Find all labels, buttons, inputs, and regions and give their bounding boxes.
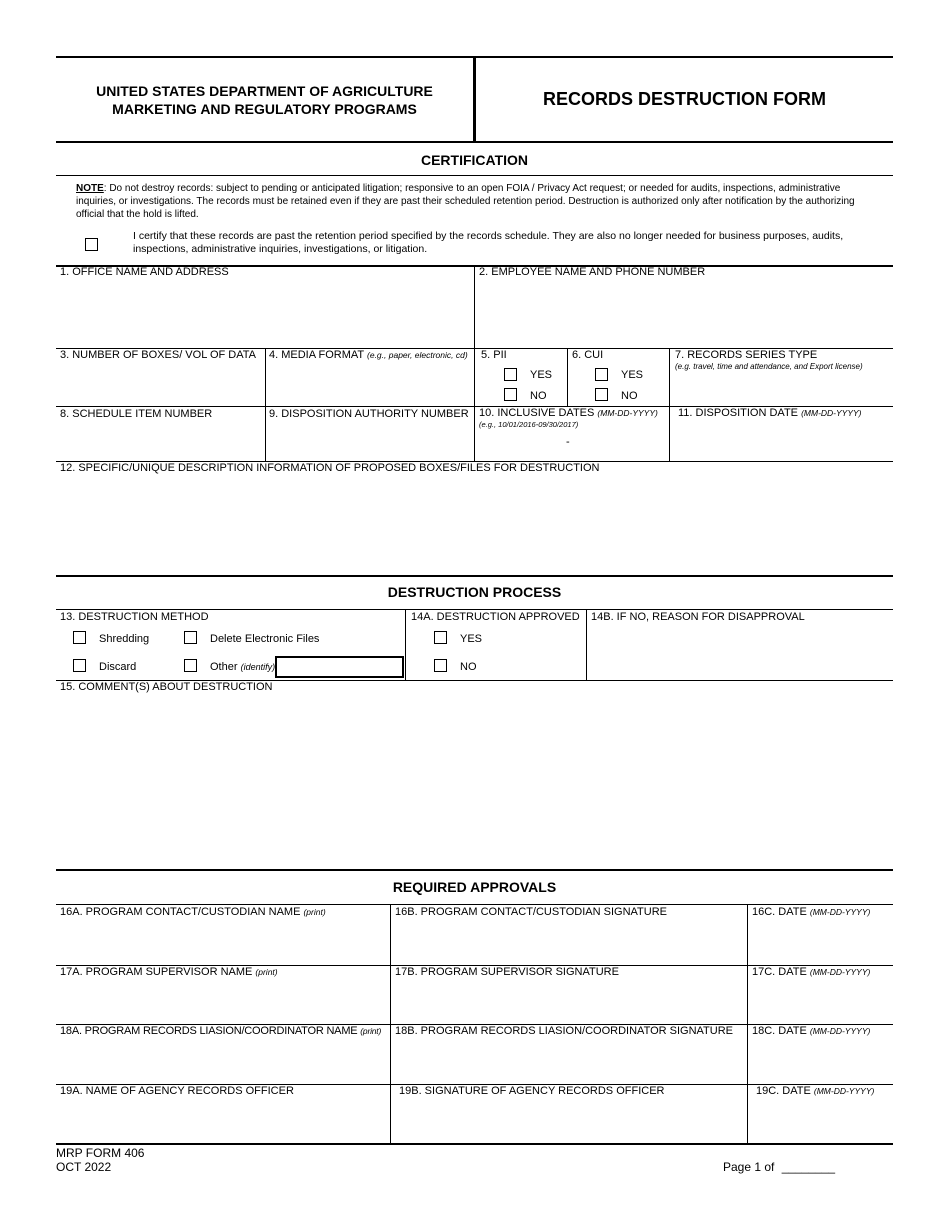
field-15-label: 15. COMMENT(S) ABOUT DESTRUCTION xyxy=(60,681,273,693)
approvals-top-rule xyxy=(56,869,893,871)
field-19c-text: 19C. DATE xyxy=(756,1085,811,1097)
delete-electronic-checkbox[interactable] xyxy=(184,631,197,644)
form-number: MRP FORM 406 xyxy=(56,1146,145,1160)
discard-label: Discard xyxy=(99,661,137,673)
cert-note xyxy=(76,182,876,221)
field-17a-text: 17A. PROGRAM SUPERVISOR NAME xyxy=(60,966,253,978)
cui-no-checkbox[interactable] xyxy=(595,388,608,401)
field-8-label: 8. SCHEDULE ITEM NUMBER xyxy=(60,408,213,420)
field-10-hint: (e.g., 10/01/2016-09/30/2017) xyxy=(479,420,579,429)
pii-no-checkbox[interactable] xyxy=(504,388,517,401)
divider-6-7 xyxy=(669,348,670,461)
certification-title: CERTIFICATION xyxy=(420,152,529,168)
approved-yes-checkbox[interactable] xyxy=(434,631,447,644)
agency-line-1: UNITED STATES DEPARTMENT OF AGRICULTURE xyxy=(96,83,433,99)
field-17a-hint: (print) xyxy=(255,967,278,977)
destruction-top-rule xyxy=(56,575,893,577)
field-17c-format: (MM-DD-YYYY) xyxy=(809,967,871,977)
field-16c-label xyxy=(752,906,870,919)
field-18b-label: 18B. PROGRAM RECORDS LIASION/COORDINATOR SIGNATURE xyxy=(395,1025,733,1037)
note-label: NOTE xyxy=(76,183,104,194)
divider-5-6 xyxy=(567,348,568,406)
field-17c-label xyxy=(752,966,870,979)
pii-no-label: NO xyxy=(530,390,547,402)
divider-1-2 xyxy=(474,266,475,461)
pii-yes-label: YES xyxy=(530,369,553,381)
other-checkbox[interactable] xyxy=(184,659,197,672)
field-4-text: 4. MEDIA FORMAT xyxy=(269,349,364,361)
field-17c-text: 17C. DATE xyxy=(752,966,807,978)
form-date: OCT 2022 xyxy=(56,1160,112,1174)
discard-checkbox[interactable] xyxy=(73,659,86,672)
field-18a-hint: (print) xyxy=(360,1026,382,1036)
page-number xyxy=(723,1160,835,1174)
field-3-label: 3. NUMBER OF BOXES/ VOL OF DATA xyxy=(60,349,256,361)
field-10-format: (MM-DD-YYYY) xyxy=(597,408,658,418)
field-18a-label xyxy=(60,1025,381,1038)
field-19b-label: 19B. SIGNATURE OF AGENCY RECORDS OFFICER xyxy=(399,1085,665,1097)
destruction-title: DESTRUCTION PROCESS xyxy=(387,584,562,600)
divider-3-4 xyxy=(265,348,266,461)
field-12-label: 12. SPECIFIC/UNIQUE DESCRIPTION INFORMATION OF PROPOSED BOXES/FILES FOR DESTRUCTION xyxy=(60,462,600,474)
field-19c-label xyxy=(756,1085,874,1098)
field-17a-label xyxy=(60,966,278,979)
field-9-label: 9. DISPOSITION AUTHORITY NUMBER xyxy=(269,408,469,420)
field-14b-label: 14B. IF NO, REASON FOR DISAPPROVAL xyxy=(591,611,805,623)
field-4-label xyxy=(269,349,468,362)
cert-title-rule xyxy=(56,175,893,176)
certify-statement: I certify that these records are past the retention period specified by the records schedule. They are also no longer needed for business purposes, audits, inspections, administrative inquiries, investigations, or litigation. xyxy=(133,230,844,255)
certify-checkbox[interactable] xyxy=(85,238,98,251)
field-19a-label: 19A. NAME OF AGENCY RECORDS OFFICER xyxy=(60,1085,294,1097)
field-17b-label: 17B. PROGRAM SUPERVISOR SIGNATURE xyxy=(395,966,619,978)
field-10-dash: - xyxy=(566,436,570,448)
delete-electronic-label: Delete Electronic Files xyxy=(210,633,320,645)
approvals-bottom-rule xyxy=(56,1143,893,1145)
page-total-blank: ________ xyxy=(781,1160,836,1174)
divider-14a-14b xyxy=(586,610,587,681)
approved-no-checkbox[interactable] xyxy=(434,659,447,672)
field-16b-label: 16B. PROGRAM CONTACT/CUSTODIAN SIGNATURE xyxy=(395,906,667,918)
field-4-hint: (e.g., paper, electronic, cd) xyxy=(367,350,468,360)
cui-no-label: NO xyxy=(621,390,638,402)
other-label xyxy=(210,661,275,673)
agency-line-2: MARKETING AND REGULATORY PROGRAMS xyxy=(112,101,417,117)
other-hint: (identify) xyxy=(240,662,276,672)
other-identify-input[interactable] xyxy=(275,656,404,678)
field-16a-hint: (print) xyxy=(303,907,326,917)
field-16c-text: 16C. DATE xyxy=(752,906,807,918)
other-text: Other xyxy=(210,661,238,673)
field-16c-format: (MM-DD-YYYY) xyxy=(809,907,871,917)
field-1-label: 1. OFFICE NAME AND ADDRESS xyxy=(60,266,229,278)
field-16a-text: 16A. PROGRAM CONTACT/CUSTODIAN NAME xyxy=(60,906,301,918)
field-13-label: 13. DESTRUCTION METHOD xyxy=(60,611,209,623)
approved-no-label: NO xyxy=(460,661,477,673)
note-text: : Do not destroy records: subject to pending or anticipated litigation; responsive to an open FOIA / Privacy Act request; or needed for audits, inspections, administrative inquiries, or investigations. The records must be retained even if they are past their scheduled retention period. Destruction is authorized only after notification by the authorizing official that the hold is lifted. xyxy=(76,183,855,220)
field-2-label: 2. EMPLOYEE NAME AND PHONE NUMBER xyxy=(479,266,706,278)
page-label: Page 1 of xyxy=(723,1160,775,1174)
pii-yes-checkbox[interactable] xyxy=(504,368,517,381)
approvals-title-rule xyxy=(56,904,893,905)
agency-name xyxy=(56,82,473,118)
field-19c-format: (MM-DD-YYYY) xyxy=(813,1086,875,1096)
field-7-hint: (e.g. travel, time and attendance, and Export license) xyxy=(675,362,863,371)
field-10-text: 10. INCLUSIVE DATES xyxy=(479,407,595,419)
field-6-label: 6. CUI xyxy=(572,349,604,361)
field-18c-label xyxy=(752,1025,870,1038)
field-7-label: 7. RECORDS SERIES TYPE xyxy=(675,349,818,361)
shredding-checkbox[interactable] xyxy=(73,631,86,644)
field-18c-text: 18C. DATE xyxy=(752,1025,807,1037)
cui-yes-label: YES xyxy=(621,369,644,381)
field-5-label: 5. PII xyxy=(481,349,507,361)
field-18a-text: 18A. PROGRAM RECORDS LIASION/COORDINATOR NAME xyxy=(60,1025,358,1037)
field-11-label xyxy=(678,407,862,420)
cui-yes-checkbox[interactable] xyxy=(595,368,608,381)
field-16a-label xyxy=(60,906,326,919)
field-14a-label: 14A. DESTRUCTION APPROVED xyxy=(411,611,580,623)
form-title: RECORDS DESTRUCTION FORM xyxy=(543,89,826,109)
destruction-title-rule xyxy=(56,609,893,610)
field-11-text: 11. DISPOSITION DATE xyxy=(678,407,799,419)
field-11-format: (MM-DD-YYYY) xyxy=(801,408,862,418)
approved-yes-label: YES xyxy=(460,633,483,645)
shredding-label: Shredding xyxy=(99,633,150,645)
divider-13-14a xyxy=(405,610,406,681)
field-18c-format: (MM-DD-YYYY) xyxy=(809,1026,871,1036)
field-10-label xyxy=(479,407,658,420)
approvals-title: REQUIRED APPROVALS xyxy=(392,879,557,895)
